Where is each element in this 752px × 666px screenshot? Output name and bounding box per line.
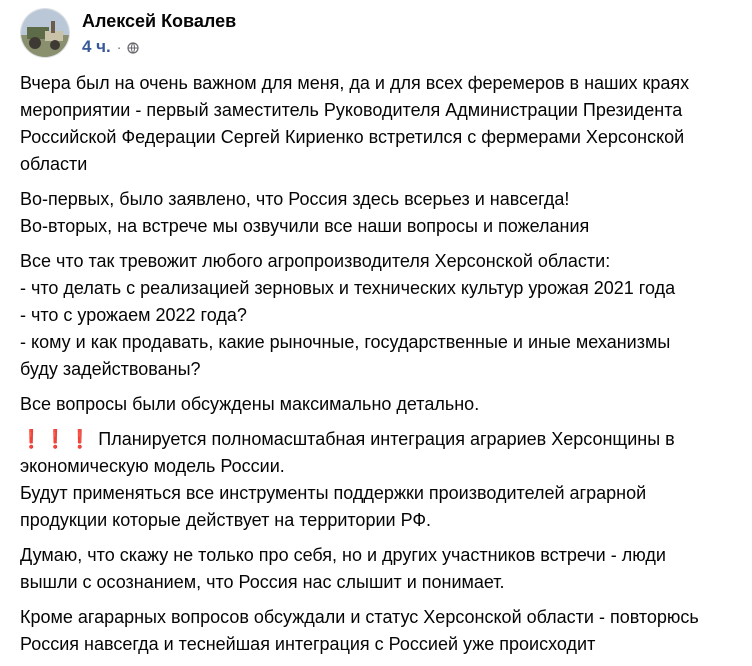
text-line: - что делать с реализацией зерновых и технических культур урожая 2021 года <box>20 278 676 298</box>
text-line: Все что так тревожит любого агропроизводителя Херсонской области: <box>20 251 611 271</box>
separator-dot: · <box>116 39 122 55</box>
text-line: - что с урожаем 2022 года? <box>20 305 247 325</box>
text-line-with-emoji <box>20 426 742 453</box>
author-name[interactable]: Алексей Ковалев <box>82 11 237 31</box>
text-line: Российской Федерации Сергей Кириенко встретился с фермерами Херсонской <box>20 127 685 147</box>
text-line: Думаю, что скажу не только про себя, но и других участников встречи - люди <box>20 545 666 565</box>
text-line: Вчера был на очень важном для меня, да и для всех феремеров в наших краях <box>20 73 690 93</box>
paragraph-3 <box>20 248 742 383</box>
text-line: области <box>20 154 88 174</box>
paragraph-7 <box>20 604 742 658</box>
paragraph-6 <box>20 542 742 596</box>
text-line: мероприятии - первый заместитель Руководителя Администрации Президента <box>20 100 683 120</box>
text-line: Во-вторых, на встрече мы озвучили все наши вопросы и пожелания <box>20 216 590 236</box>
text-line: экономическую модель России. <box>20 456 285 476</box>
paragraph-1 <box>20 70 742 178</box>
exclamation-emoji-icon: ❗❗❗ <box>20 429 94 449</box>
post-header <box>20 8 236 58</box>
text-line: Россия навсегда и теснейшая интеграция с Россией уже происходит <box>20 634 596 654</box>
text-line: продукции которые действует на территории РФ. <box>20 510 432 530</box>
post-meta <box>82 10 236 56</box>
text-line: буду задействованы? <box>20 359 201 379</box>
text-line: Кроме агарарных вопросов обсуждали и статус Херсонской области - повторюсь <box>20 607 699 627</box>
text-line: вышли с осознанием, что Россия нас слышит и понимает. <box>20 572 505 592</box>
globe-icon[interactable] <box>127 41 139 53</box>
text-line: - кому и как продавать, какие рыночные, государственные и иные механизмы <box>20 332 671 352</box>
text-line: Во-первых, было заявлено, что Россия здесь всерьез и навсегда! <box>20 189 570 209</box>
post-timestamp[interactable]: 4 ч. <box>82 37 111 56</box>
post-body <box>20 70 742 666</box>
text-line: Все вопросы были обсуждены максимально детально. <box>20 394 480 414</box>
author-avatar[interactable] <box>20 8 70 58</box>
post-subline <box>82 38 236 56</box>
paragraph-4 <box>20 391 742 418</box>
text-fragment: Планируется полномасштабная интеграция аграриев Херсонщины в <box>98 429 675 449</box>
paragraph-5 <box>20 426 742 534</box>
paragraph-2 <box>20 186 742 240</box>
text-line: Будут применяться все инструменты поддержки производителей аграрной <box>20 483 647 503</box>
avatar-photo-icon <box>21 9 69 57</box>
